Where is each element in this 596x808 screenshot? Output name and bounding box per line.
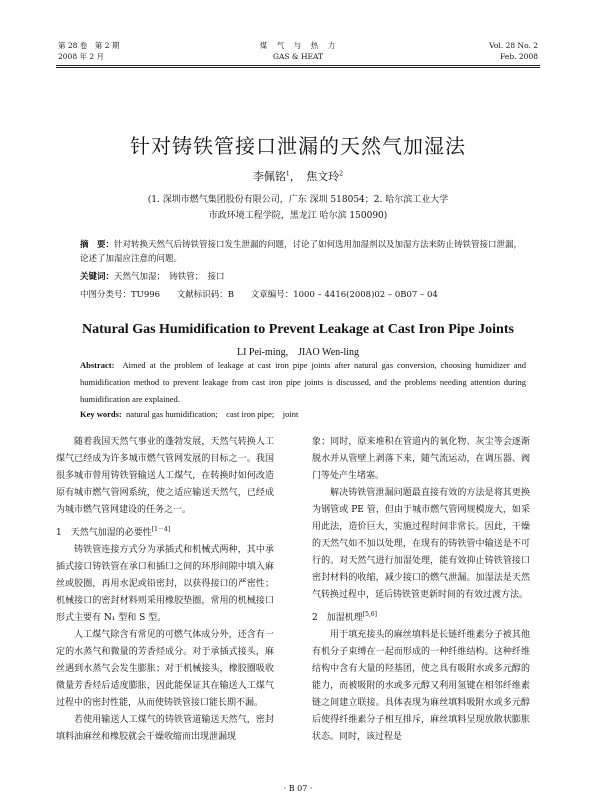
abstract-cn-label: 摘 要： [80,240,115,250]
clc-number: 中图分类号：TU996 [80,290,161,300]
volume-en-text: Vol. 28 No. 2 [489,41,538,50]
affiliation-line-2: 市政环境工程学院，黑龙江 哈尔滨 150090) [208,211,388,221]
section-heading-2-text: 2 加湿机理 [312,613,363,623]
header-rule-top [56,65,540,66]
keywords-cn-label: 关键词： [80,272,115,282]
body-paragraph: 象；同时，原来堆积在管道内的氧化物、灰尘等会逐渐脱水并从管壁上剥落下来，随气流运动，在调压器、阀门等处产生堵塞。 [312,437,530,481]
header-rule-bottom [56,67,540,68]
date-en-text: Feb. 2008 [500,52,538,61]
abstract-cn-text: 针对转换天然气后铸铁管接口发生泄漏的问题，讨论了如何选用加湿剂以及加湿方法来防止铸铁管接口泄漏，论述了加湿应注意的问题。 [80,240,523,264]
classification-line [80,288,540,300]
journal-name-en: GAS & HEAT [272,52,323,61]
section-heading-1 [56,521,274,542]
english-abstract-label: Abstract: [80,360,115,370]
body-paragraph: 随着我国天然气事业的蓬勃发展，天然气转换人工煤气已经成为许多城市燃气管网发展的目标之一。我国很多城市曾用铸铁管输送人工煤气，在转换时如何改造原有城市燃气管网系统，使之适应输送天然气，已经成为城市燃气管网建设的任务之一。 [56,437,274,515]
english-keywords-text: natural gas humidification; cast iron pipe; joint [126,409,299,419]
body-paragraph: 若使用输送人工煤气的铸铁管道输送天然气，密封填料油麻丝和橡胶就会干燥收缩而出现泄漏现 [56,715,274,742]
english-keywords-label: Key words: [80,409,122,419]
body-paragraph: 解决铸铁管泄漏问题最直接有效的方法是将其更换为钢管或 PE 管，但由于城市燃气管网规模庞大，如采用此法，造价巨大，实施过程时间非常长。因此，干燥的天然气如不加以处理，在现有的铸铁管中输送是不可行的。对天然气进行加湿处理，能有效抑止铸铁管接口密封材料的收缩，减少接口的燃气泄漏。加湿法是天然气转换过程中，延后铸铁管更新时间的有效过渡方法。 [312,488,530,600]
publication-date-text: 2008 年 2 月 [58,52,105,61]
english-abstract [80,357,526,408]
body-column-left [56,434,274,746]
english-title: Natural Gas Humidification to Prevent Leakage at Cast Iron Pipe Joints [82,322,514,337]
author-separator: ， [289,170,307,183]
body-column-right [312,434,530,746]
author-2: 焦文玲 [306,170,340,183]
paper-title: 针对铸铁管接口泄漏的天然气加湿法 [130,134,466,158]
author-1: 李佩铭 [252,170,286,183]
keywords-cn-text: 天然气加湿； 铸铁管； 接口 [114,272,225,282]
abstract-cn [80,238,526,266]
document-code: 文献标识码：B [176,290,235,300]
author-2-affil: 2 [339,170,344,178]
author-1-affil: 1 [285,170,290,178]
author-line [0,168,596,184]
body-paragraph: 用于填充接头的麻丝填料是长链纤维素分子被其他有机分子束缚在一起而形成的一种纤维结构。这种纤维结构中含有大量的羟基团，使之具有吸附水或多元醇的能力，而被吸附的水或多元醇又利用氢键在相邻纤维素链之间建立联接。具体表现为麻丝填料吸附水或多元醇后使得纤维素分子相互排斥，麻丝填料呈现放散状膨胀状态。同时，该过程是 [312,630,530,742]
journal-name-cn: 煤 气 与 热 力 [259,41,337,50]
journal-volume-en [489,40,538,62]
english-abstract-text: Aimed at the problem of leakage at cast iron pipe joints after natural gas conversion, choosing humidizer and humidification method to prevent leakage from cast iron pipe joints is discussed, and the problems needing attention during humidification are explained. [80,360,526,404]
keywords-cn [80,270,526,284]
section-heading-1-ref: [1－4] [151,526,171,533]
english-authors: LI Pei-ming, JIAO Wen-ling [236,347,360,358]
body-paragraph: 铸铁管连接方式分为承插式和机械式两种，其中承插式接口铸铁管在承口和插口之间的环形间隙中填入麻丝或胶圈，再用水泥或铅密封，以获得接口的严密性；机械接口的密封材料则采用橡胶垫圈，常用的机械接口形式主要有 N₁ 型和 S 型。 [56,545,274,623]
section-heading-2-ref: [5,6] [362,611,377,618]
page-number: · B 07 · [283,784,313,793]
affiliation-line-1: (1. 深圳市燃气集团股份有限公司，广东 深圳 518054；2. 哈尔滨工业大学 [147,195,449,205]
volume-issue-text: 第 28 卷 第 2 期 [58,41,120,50]
section-heading-2 [312,606,530,627]
section-heading-1-text: 1 天然气加湿的必要性 [56,528,152,538]
article-number: 文章编号：1000 – 4416(2008)02 – 0B07 – 04 [250,290,438,300]
body-paragraph: 人工煤气除含有常见的可燃气体成分外，还含有一定的水蒸气和微量的芳香烃成分。对于承插式接头，麻丝遇到水蒸气会发生膨胀；对于机械接头，橡胶圈吸收微量芳香烃后适度膨胀，因此能保证其在输送人工煤气过程中的密封性能，从而使铸铁管接口能长期不漏。 [56,630,274,708]
english-keywords [80,406,526,423]
